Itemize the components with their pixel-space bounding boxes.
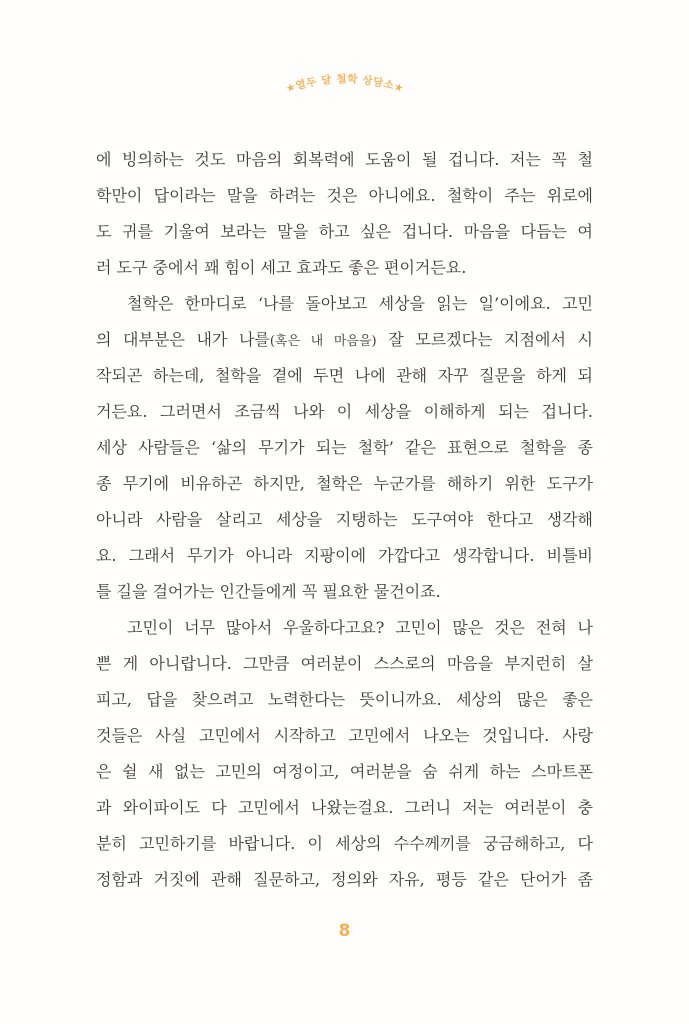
running-head-arc [265,58,425,108]
text-line: 도 귀를 기울여 보라는 말을 하고 싶은 겁니다. 마음을 다듬는 여 [96,222,593,241]
line-text: 잘 모르겠다는 지점에서 시 [376,330,593,349]
text-line: 정함과 거짓에 관해 질문하고, 정의와 자유, 평등 같은 단어가 좀 [96,870,593,889]
body-text [96,142,593,898]
text-line: 작되곤 하는데, 철학을 곁에 두면 나에 관해 자꾸 질문을 하게 되 [96,366,593,385]
line-text: 의 대부분은 내가 나를 [96,330,270,349]
text-line: 고민이 너무 많아서 우울하다고요? 고민이 많은 것은 전혀 나 [127,618,593,637]
text-line [96,322,593,358]
text-line: 요. 그래서 무기가 아니라 지팡이에 가깝다고 생각합니다. 비틀비 [96,546,593,565]
running-head [0,58,689,108]
text-line: 과 와이파이도 다 고민에서 나왔는걸요. 그러니 저는 여러분이 충 [96,798,593,817]
text-line: 틀 길을 걸어가는 인간들에게 꼭 필요한 물건이죠. [96,582,441,601]
text-line: 것들은 사실 고민에서 시작하고 고민에서 나오는 것입니다. 사랑 [96,726,593,745]
text-line: 쁜 게 아니랍니다. 그만큼 여러분이 스스로의 마음을 부지런히 살 [96,654,593,673]
text-line: 은 쉴 새 없는 고민의 여정이고, 여러분을 숨 쉬게 하는 스마트폰 [96,762,593,781]
text-line: 종 무기에 비유하곤 하지만, 철학은 누군가를 해하기 위한 도구가 [96,474,593,493]
parenthetical-small-text: (혹은 내 마음을) [269,334,377,349]
page-number: 8 [338,921,351,941]
running-head-title: ★열두 달 철학 상담소★ [284,73,405,96]
text-line: 학만이 답이라는 말을 하려는 것은 아니에요. 철학이 주는 위로에 [96,186,593,205]
text-line: 아니라 사람을 살리고 세상을 지탱하는 도구여야 한다고 생각해 [96,510,593,529]
text-line: 분히 고민하기를 바랍니다. 이 세상의 수수께끼를 궁금해하고, 다 [96,834,593,853]
text-line: 철학은 한마디로 ‘나를 돌아보고 세상을 읽는 일’이에요. 고민 [127,294,593,313]
text-line: 에 빙의하는 것도 마음의 회복력에 도움이 될 겁니다. 저는 꼭 철 [96,150,593,169]
text-line: 러 도구 중에서 꽤 힘이 세고 효과도 좋은 편이거든요. [96,258,467,277]
text-line: 세상 사람들은 ‘삶의 무기가 되는 철학’ 같은 표현으로 철학을 종 [96,438,593,457]
text-line: 피고, 답을 찾으려고 노력한다는 뜻이니까요. 세상의 많은 좋은 [96,690,593,709]
text-line: 거든요. 그러면서 조금씩 나와 이 세상을 이해하게 되는 겁니다. [96,402,593,421]
